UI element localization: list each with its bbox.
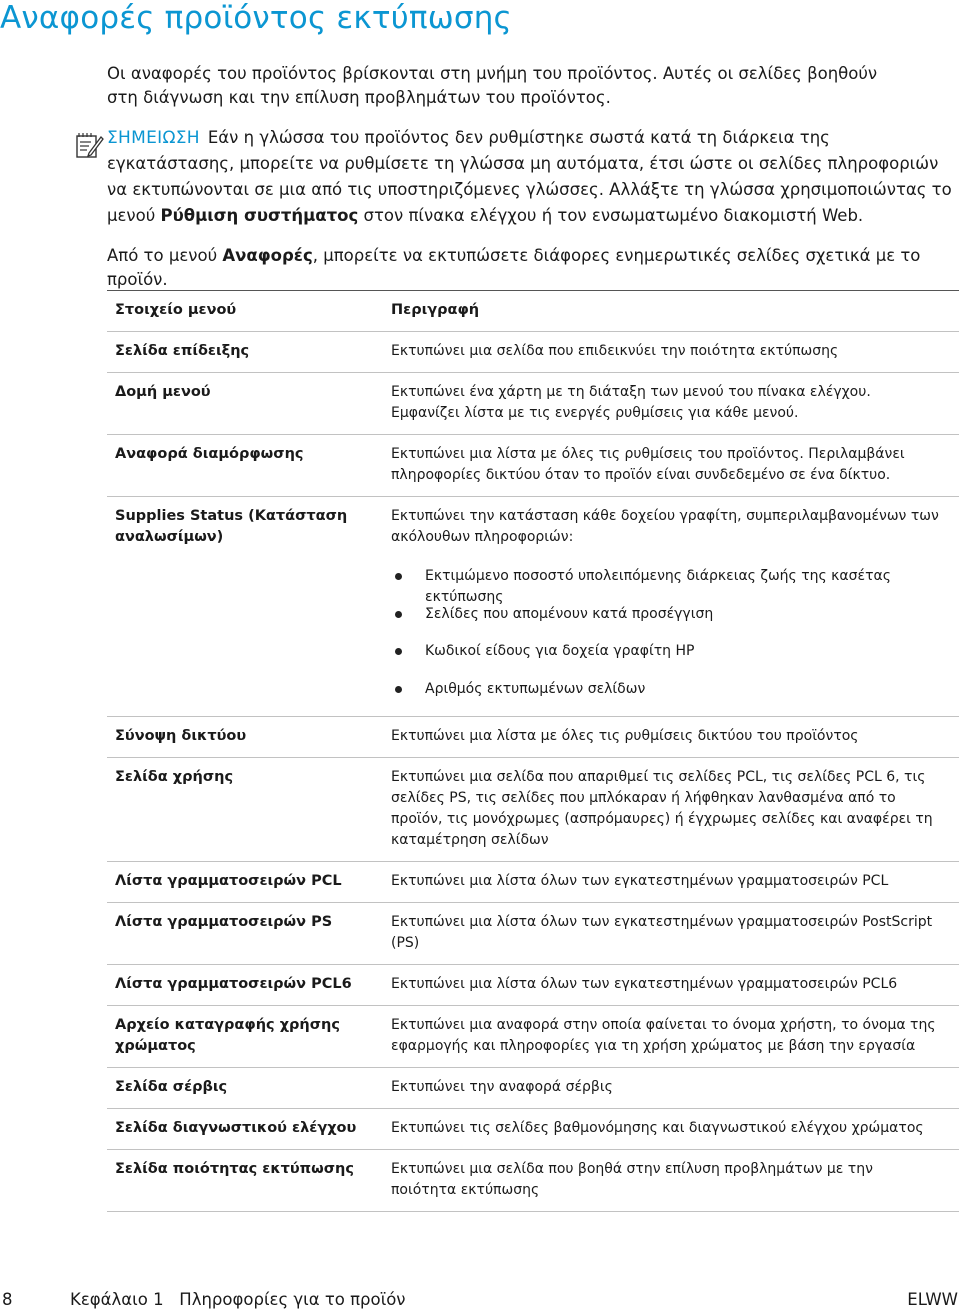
table-row-desc: Εκτυπώνει μια αναφορά στην οποία φαίνεται το όνομα χρήστη, το όνομα της εφαρμογής και πληροφορίες για τη χρήση χρώματος με βάση την εργασία bbox=[391, 1017, 936, 1054]
table-row-supplies bbox=[107, 497, 959, 716]
note-menu-name: Ρύθμιση συστήματος bbox=[160, 206, 359, 225]
table-header-row bbox=[107, 291, 959, 331]
table-row-desc bbox=[391, 506, 959, 716]
table-row-item: Σελίδα σέρβις bbox=[115, 1079, 228, 1095]
table-row-desc: Εκτυπώνει μια σελίδα που επιδεικνύει την ποιότητα εκτύπωσης bbox=[391, 343, 839, 359]
bullet-dot-icon bbox=[395, 648, 402, 655]
table-row bbox=[107, 1109, 959, 1149]
reports-menu-paragraph bbox=[107, 244, 959, 292]
bullet-text: Αριθμός εκτυπωμένων σελίδων bbox=[425, 680, 646, 697]
table-row-desc: Εκτυπώνει τις σελίδες βαθμονόμησης και διαγνωστικού ελέγχου χρώματος bbox=[391, 1120, 924, 1136]
table-row-desc: Εκτυπώνει μια σελίδα που απαριθμεί τις σελίδες PCL, τις σελίδες PCL 6, τις σελίδες PS, τις σελίδες που μπλόκαραν ή λήφθηκαν λανθασμένα από το προϊόν, τις μονόχρωμες (ασπρόμαυρες) ή έγχρωμες σελίδες και αναφέρει τη καταμέτρηση σελίδων bbox=[391, 769, 933, 848]
table-row-item: Λίστα γραμματοσειρών PCL bbox=[115, 873, 342, 889]
note-text: Εάν η γλώσσα του προϊόντος δεν ρυθμίστηκε σωστά κατά τη διάρκεια της εγκατάστασης, μπορείτε να ρυθμίσετε τη γλώσσα μη αυτόματα, έτσι ώστε οι σελίδες πληροφοριών να εκτυπώνονται σε μια από τις υποστηριζόμενες γλώσσες. Αλλάξτε τη γλώσσα χρησιμοποιώντας το μενού bbox=[107, 128, 952, 225]
bullet-item bbox=[391, 679, 939, 717]
intro-paragraph: Οι αναφορές του προϊόντος βρίσκονται στη μνήμη του προϊόντος. Αυτές οι σελίδες βοηθούν στη διάγνωση και την επίλυση προβλημάτων του προϊόντος. bbox=[107, 64, 878, 107]
menu-para-bold: Αναφορές bbox=[222, 246, 313, 265]
table-row-item: Σύνοψη δικτύου bbox=[115, 728, 247, 744]
table-row-item: Αναφορά διαμόρφωσης bbox=[115, 446, 304, 462]
table-row-item: Σελίδα χρήσης bbox=[115, 769, 234, 785]
table-row bbox=[107, 1006, 959, 1067]
page-number: 8 bbox=[2, 1290, 13, 1309]
table-row bbox=[107, 1068, 959, 1108]
supplies-bullet-list bbox=[391, 566, 939, 716]
table-row bbox=[107, 373, 959, 434]
page-title: Αναφορές προϊόντος εκτύπωσης bbox=[0, 0, 512, 36]
table-row bbox=[107, 435, 959, 496]
bullet-dot-icon bbox=[395, 611, 402, 618]
table-rows-a bbox=[107, 332, 959, 497]
bullet-item bbox=[391, 566, 939, 604]
table-row-item: Σελίδα επίδειξης bbox=[115, 343, 250, 359]
table-row-desc: Εκτυπώνει την αναφορά σέρβις bbox=[391, 1079, 613, 1095]
bullet-item bbox=[391, 604, 939, 642]
table-row bbox=[107, 862, 959, 902]
reports-table bbox=[107, 290, 959, 1212]
table-row-item: Δομή μενού bbox=[115, 384, 211, 400]
table-row bbox=[107, 1150, 959, 1211]
table-rows-b bbox=[107, 717, 959, 1212]
menu-para-before: Από το μενού bbox=[107, 246, 218, 265]
note-text-end: στον πίνακα ελέγχου ή τον ενσωματωμένο διακομιστή Web. bbox=[363, 206, 864, 225]
row-rule bbox=[107, 1211, 959, 1212]
bullet-dot-icon bbox=[395, 686, 402, 693]
table-row-item: Σελίδα ποιότητας εκτύπωσης bbox=[115, 1161, 354, 1177]
supplies-desc-text: Εκτυπώνει την κατάσταση κάθε δοχείου γραφίτη, συμπεριλαμβανομένων των ακόλουθων πληροφοριών: bbox=[391, 508, 939, 545]
table-row bbox=[107, 758, 959, 861]
footer-code: ELWW bbox=[907, 1290, 958, 1309]
note-label: ΣΗΜΕΙΩΣΗ bbox=[107, 128, 200, 148]
table-row bbox=[107, 717, 959, 757]
table-row-item: Σελίδα διαγνωστικού ελέγχου bbox=[115, 1120, 357, 1136]
table-row bbox=[107, 332, 959, 372]
note-box bbox=[107, 125, 959, 229]
bullet-text: Σελίδες που απομένουν κατά προσέγγιση bbox=[425, 605, 714, 622]
table-row bbox=[107, 903, 959, 964]
table-row-desc: Εκτυπώνει μια λίστα με όλες τις ρυθμίσεις δικτύου του προϊόντος bbox=[391, 728, 859, 744]
table-row-item: Λίστα γραμματοσειρών PCL6 bbox=[115, 976, 352, 992]
table-row-desc: Εκτυπώνει μια λίστα όλων των εγκατεστημένων γραμματοσειρών PCL bbox=[391, 873, 889, 889]
table-row-desc: Εκτυπώνει μια λίστα με όλες τις ρυθμίσεις του προϊόντος. Περιλαμβάνει πληροφορίες δικτύου όταν το προϊόν είναι συνδεδεμένο σε ένα δίκτυο. bbox=[391, 446, 905, 483]
table-row-desc: Εκτυπώνει μια λίστα όλων των εγκατεστημένων γραμματοσειρών PCL6 bbox=[391, 976, 898, 992]
table-row-item: Αρχείο καταγραφής χρήσης χρώματος bbox=[115, 1017, 340, 1054]
bullet-dot-icon bbox=[395, 573, 402, 580]
header-menu-item: Στοιχείο μενού bbox=[115, 302, 237, 318]
header-description: Περιγραφή bbox=[391, 302, 480, 318]
table-row bbox=[107, 965, 959, 1005]
table-row-item: Supplies Status (Κατάσταση αναλωσίμων) bbox=[115, 508, 348, 545]
chapter-title: Κεφάλαιο 1 Πληροφορίες για το προϊόν bbox=[70, 1290, 406, 1309]
table-row-desc: Εκτυπώνει μια σελίδα που βοηθά στην επίλυση προβλημάτων με την ποιότητα εκτύπωσης bbox=[391, 1161, 873, 1198]
bullet-item bbox=[391, 641, 939, 679]
table-row-item: Λίστα γραμματοσειρών PS bbox=[115, 914, 333, 930]
note-icon bbox=[76, 131, 104, 159]
menu-para-after: , μπορείτε να εκτυπώσετε διάφορες ενημερωτικές σελίδες σχετικά με το προϊόν. bbox=[107, 246, 921, 289]
table-row-desc: Εκτυπώνει μια λίστα όλων των εγκατεστημένων γραμματοσειρών PostScript (PS) bbox=[391, 914, 933, 951]
bullet-text: Εκτιμώμενο ποσοστό υπολειπόμενης διάρκειας ζωής της κασέτας εκτύπωσης bbox=[425, 568, 891, 605]
bullet-text: Κωδικοί είδους για δοχεία γραφίτη HP bbox=[425, 643, 695, 659]
table-row-desc: Εκτυπώνει ένα χάρτη με τη διάταξη των μενού του πίνακα ελέγχου. Εμφανίζει λίστα με τις ενεργές ρυθμίσεις για κάθε μενού. bbox=[391, 384, 871, 421]
